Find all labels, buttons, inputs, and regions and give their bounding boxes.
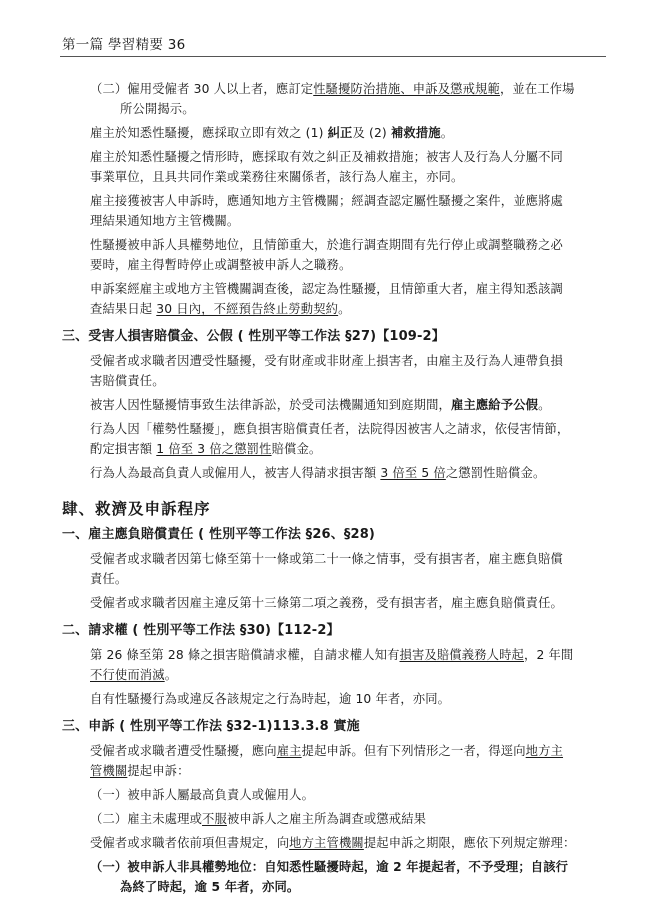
item-2-line-1: （二）僱用受僱者 30 人以上者，應訂定性騷擾防治措施、申訴及懲戒規範，並在工作場 xyxy=(90,82,575,96)
s42-line-2: 不行使而消滅。 xyxy=(90,668,178,682)
s43-item-2: （二）雇主未處理或不服被申訴人之雇主所為調查或懲戒結果 xyxy=(90,812,427,826)
item-2-line-2: 所公開揭示。 xyxy=(120,102,195,116)
s43-line-2: 管機關提起申訴： xyxy=(90,764,190,778)
sec3-p3-line-1: 行為人因「權勢性騷擾」，應負損害賠償責任者，法院得因被害人之請求，依侵害情節， xyxy=(90,422,570,436)
para-e-line-2: 查結果日起 30 日內，不經預告終止勞動契約。 xyxy=(90,302,351,316)
sec3-p1-line-2: 害賠償責任。 xyxy=(90,374,165,388)
para-d-line-1: 性騷擾被申訴人具權勢地位，且情節重大，於進行調查期間有先行停止或調整職務之必 xyxy=(90,238,563,252)
s43-item-1: （一）被申訴人屬最高負責人或僱用人。 xyxy=(90,788,315,802)
s43-bold-item-1-line-1: （一）被申訴人非具權勢地位：自知悉性騷擾時起，逾 2 年提起者，不予受理；自該行 xyxy=(90,860,569,874)
para-b-line-1: 雇主於知悉性騷擾之情形時，應採取有效之糾正及補救措施；被害人及行為人分屬不同 xyxy=(90,150,563,164)
section-4-1-heading: 一、雇主應負賠償責任 ( 性別平等工作法 §26、§28) xyxy=(62,527,375,542)
para-c-line-2: 理結果通知地方主管機關。 xyxy=(90,214,240,228)
part-4-heading: 肆、救濟及申訴程序 xyxy=(62,500,211,518)
section-3-heading: 三、受害人損害賠償金、公假 ( 性別平等工作法 §27)【109-2】 xyxy=(62,329,445,344)
para-immediate-measures: 雇主於知悉性騷擾，應採取立即有效之 (1) 糾正及 (2) 補救措施。 xyxy=(90,126,454,140)
header-divider xyxy=(60,56,606,57)
s41-p1-line-1: 受僱者或求職者因第七條至第十一條或第二十一條之情事，受有損害者，雇主應負賠償 xyxy=(90,552,563,566)
s41-p2: 受僱者或求職者因雇主違反第十三條第二項之義務，受有損害者，雇主應負賠償責任。 xyxy=(90,596,563,610)
s42-line-1: 第 26 條至第 28 條之損害賠償請求權，自請求權人知有損害及賠償義務人時起，2 年間 xyxy=(90,648,574,662)
sec3-p3-line-2: 酌定損害額 1 倍至 3 倍之懲罰性賠償金。 xyxy=(90,442,322,456)
para-e-line-1: 申訴案經雇主或地方主管機關調查後，認定為性騷擾，且情節重大者，雇主得知悉該調 xyxy=(90,282,563,296)
para-c-line-1: 雇主接獲被害人申訴時，應通知地方主管機關；經調查認定屬性騷擾之案件，並應將處 xyxy=(90,194,563,208)
s43-bold-item-1-line-2: 為終了時起，逾 5 年者，亦同。 xyxy=(120,880,300,894)
s43-line-1: 受僱者或求職者遭受性騷擾，應向雇主提起申訴。但有下列情形之一者，得逕向地方主 xyxy=(90,744,564,758)
section-4-3-heading: 三、申訴 ( 性別平等工作法 §32-1)113.3.8 實施 xyxy=(62,719,360,734)
para-d-line-2: 要時，雇主得暫時停止或調整被申訴人之職務。 xyxy=(90,258,352,272)
s41-p1-line-2: 責任。 xyxy=(90,572,128,586)
section-4-2-heading: 二、請求權 ( 性別平等工作法 §30)【112-2】 xyxy=(62,623,340,638)
sec3-p1-line-1: 受僱者或求職者因遭受性騷擾，受有財產或非財產上損害者，由雇主及行為人連帶負損 xyxy=(90,354,563,368)
page-header: 第一篇 學習精要 36 xyxy=(62,37,186,53)
para-b-line-2: 事業單位，且具共同作業或業務往來關係者，該行為人雇主，亦同。 xyxy=(90,170,464,184)
s43-para-deadline: 受僱者或求職者依前項但書規定，向地方主管機關提起申訴之期限，應依下列規定辦理： xyxy=(90,836,576,850)
s42-line-3: 自有性騷擾行為或違反各該規定之行為時起，逾 10 年者，亦同。 xyxy=(90,692,451,706)
sec3-p4: 行為人為最高負責人或僱用人，被害人得請求損害額 3 倍至 5 倍之懲罰性賠償金。 xyxy=(90,466,546,480)
sec3-p2: 被害人因性騷擾情事致生法律訴訟，於受司法機關通知到庭期間，雇主應給予公假。 xyxy=(90,398,551,412)
